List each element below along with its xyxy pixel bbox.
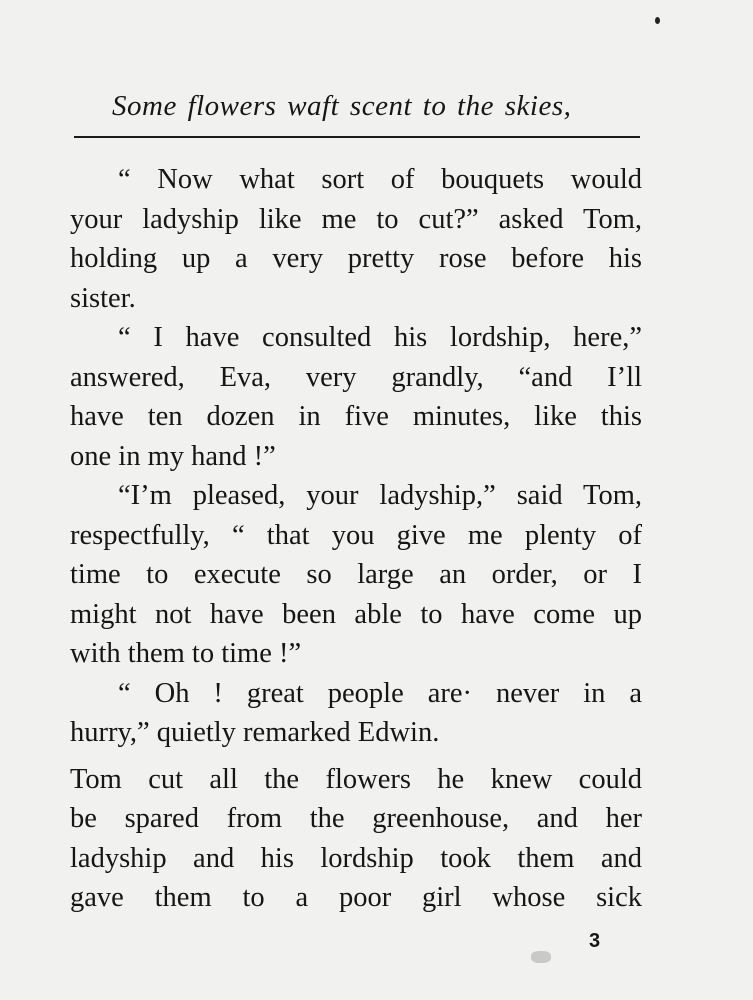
text-line: might not have been able to have come up	[70, 598, 642, 630]
text-line: have ten dozen in five minutes, like this	[70, 401, 642, 432]
text-line: sister.	[70, 282, 136, 314]
text-line: one in my hand !”	[70, 440, 276, 472]
text-line: answered, Eva, very grandly, “and I’ll	[70, 361, 642, 393]
text-line: your ladyship like me to cut?” asked Tom,	[70, 203, 642, 235]
text-line: Tom cut all the flowers he knew could	[70, 763, 642, 795]
header-title: Some flowers waft scent to the skies,	[112, 90, 572, 122]
page-number: 3	[589, 930, 601, 952]
paper-smudge	[531, 951, 551, 963]
text-line: holding up a very pretty rose before his	[70, 243, 642, 274]
text-line: hurry,” quietly remarked Edwin.	[70, 717, 440, 748]
text-line: “I’m pleased, your ladyship,” said Tom,	[118, 480, 642, 511]
ink-speck	[655, 17, 660, 24]
running-header	[74, 90, 640, 138]
body-text	[70, 160, 642, 918]
text-line: ladyship and his lordship took them and	[70, 842, 642, 874]
text-line: “ I have consulted his lordship, here,”	[118, 322, 642, 353]
text-line: respectfully, “ that you give me plenty of	[70, 519, 642, 551]
text-line: “ Now what sort of bouquets would	[118, 164, 642, 195]
text-line: gave them to a poor girl whose sick	[70, 882, 642, 913]
text-line: with them to time !”	[70, 638, 302, 669]
text-line: “ Oh ! great people are· never in a	[118, 677, 642, 709]
text-line: time to execute so large an order, or I	[70, 559, 642, 590]
text-line: be spared from the greenhouse, and her	[70, 803, 642, 834]
